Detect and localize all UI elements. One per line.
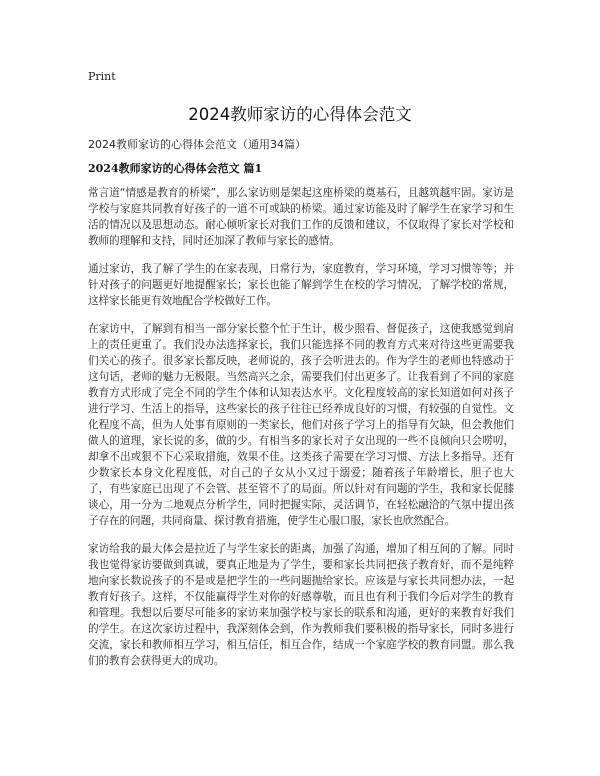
paragraph-4: 家访给我的最大体会是拉近了与学生家长的距离，加强了沟通，增加了相互间的了解。同时我也觉得家访要做到真诚，要真正地是为了学生，要和家长共同把孩子教育好，而不是纯粹地向家长数说孩子的不是或是把学生的一些问题抛给家长。应该是与家长共同想办法，一起教育好孩子。这样，不仅能赢得学生对你的好感尊敬，而且也有利于我们今后对学生的教育和管理。我想以后要尽可能多的家访来加强学校与家长的联系和沟通，更好的来教育好我们的学生。在这次家访过程中，我深刻体会到，作为教师我们要积极的指导家长，同时多进行交流，家长和教师相互学习，相互信任，相互合作，结成一个家庭学校的教育同盟。那么我们的教育会获得更大的成功。: [88, 543, 514, 667]
print-link[interactable]: Print: [88, 70, 116, 83]
paragraph-2: 通过家访，我了解了学生的在家表现，日常行为，家庭教育，学习环境，学习习惯等等；并针对孩子的问题更好地提醒家长；家长也能了解到学生在校的学习情况，了解学校的常规，这样家长能更有效地配合学校做好工作。: [88, 263, 514, 307]
document-title: 2024教师家访的心得体会范文: [188, 105, 412, 124]
paragraph-1: 常言道“情感是教育的桥梁”，那么家访则是架起这座桥梁的奠基石，且越筑越牢固。家访是学校与家庭共同教育好孩子的一道不可或缺的桥梁。通过家访能及时了解学生在家学习和生活的情况以及思想动态。耐心倾听家长对我们工作的反馈和建议，不仅取得了家长对学校和教师的理解和支持，同时还加深了教师与家长的感情。: [88, 187, 514, 247]
paragraph-3: 在家访中，了解到有相当一部分家长整个忙于生计，极少照看、督促孩子，这使我感觉到肩上的责任更重了。我们没办法选择家长，我们只能选择不同的教育方式来对待这些更需要我们关心的孩子。很多家长都反映，老师说的，孩子会听进去的。作为学生的老师也特感动于这句话，老师的魅力无极限。当然高兴之余，需要我们付出更多了。让我看到了不同的家庭教育方式形成了完全不同的学生个体和认知表达水平。文化程度较高的家长知道如何对孩子进行学习、生活上的指导，这些家长的孩子往往已经养成良好的习惯，有较强的自觉性。文化程度不高，但为人处事有原则的一类家长，他们对孩子学习上的指导有欠缺，但会教他们做人的道理，家长说的多，做的少。有相当多的家长对子女出现的一些不良倾向只会唠叨，却拿不出或狠不下心采取措施，效果不佳。这类孩子需要在学习习惯、方法上多指导。还有少数家长本身文化程度低，对自己的子女从小又过于溺爱；随着孩子年龄增长，胆子也大了，有些家庭已出现了不会管、甚至管不了的局面。所以针对有问题的学生，我和家长促膝谈心，用一分为二地观点分析学生，同时把握实际，灵活调节，在轻松融洽的气氛中提出孩子存在的问题，共同商量、探讨教育措施，使学生心服口服，家长也欣然配合。: [88, 323, 514, 527]
document-subtitle: 2024教师家访的心得体会范文（通用34篇）: [88, 138, 306, 151]
section-heading: 2024教师家访的心得体会范文 篇1: [88, 162, 263, 175]
article-body: [88, 185, 514, 681]
